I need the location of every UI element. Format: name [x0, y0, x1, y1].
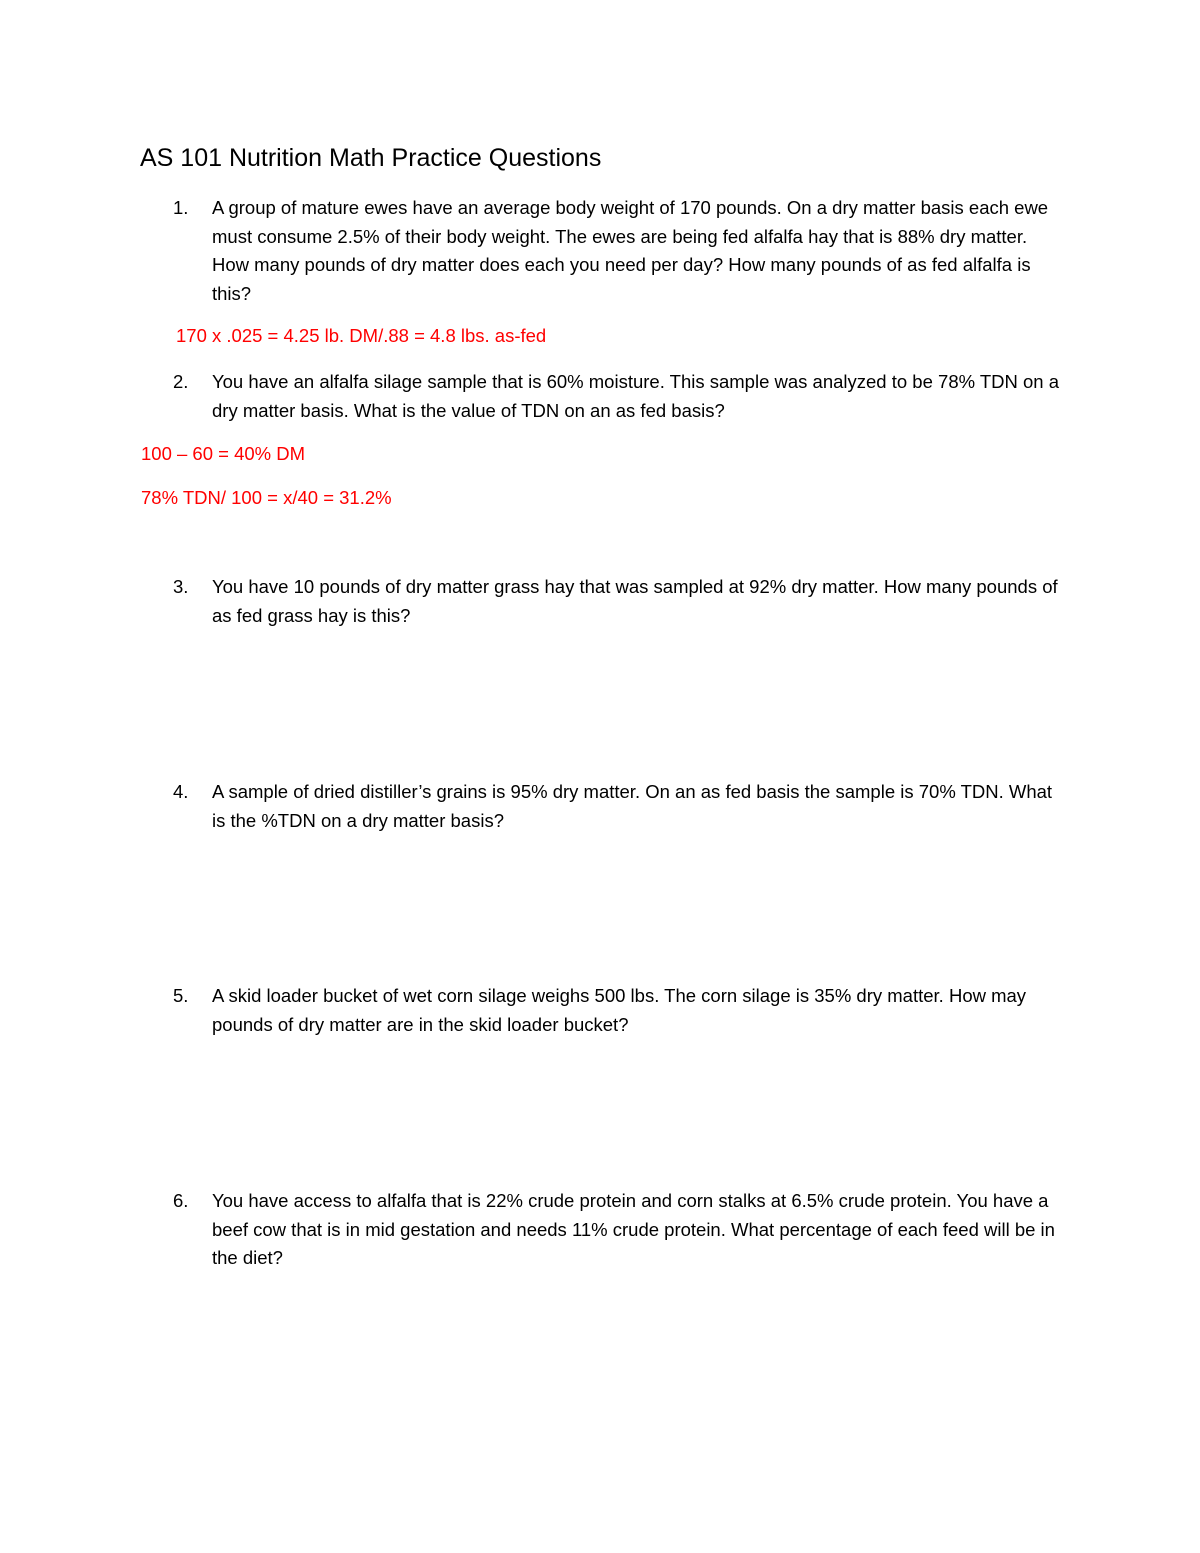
question-3 [173, 573, 1073, 630]
question-number: 4. [173, 781, 189, 802]
question-text: You have 10 pounds of dry matter grass hay that was sampled at 92% dry matter. How many pounds of as fed grass hay is this? [212, 576, 1058, 626]
answer-2-line-1: 100 – 60 = 40% DM [141, 443, 306, 464]
question-number: 6. [173, 1190, 189, 1211]
question-text: A group of mature ewes have an average body weight of 170 pounds. On a dry matter basis each ewe must consume 2.5% of their body weight. The ewes are being fed alfalfa hay that is 88% dry matter. How many pounds of dry matter does each you need per day? How many pounds of as fed alfalfa is this? [212, 197, 1049, 304]
question-1 [173, 194, 1073, 308]
question-number: 3. [173, 576, 189, 597]
answer-2-line-2: 78% TDN/ 100 = x/40 = 31.2% [141, 487, 392, 508]
question-5 [173, 982, 1073, 1039]
question-text: A sample of dried distiller’s grains is 95% dry matter. On an as fed basis the sample is 70% TDN. What is the %TDN on a dry matter basis? [212, 781, 1053, 831]
question-4 [173, 778, 1073, 835]
question-text: A skid loader bucket of wet corn silage weighs 500 lbs. The corn silage is 35% dry matter. How may pounds of dry matter are in the skid loader bucket? [212, 985, 1027, 1035]
question-6 [173, 1187, 1073, 1273]
question-number: 2. [173, 371, 189, 392]
question-2 [173, 368, 1073, 425]
question-text: You have an alfalfa silage sample that is 60% moisture. This sample was analyzed to be 78% TDN on a dry matter basis. What is the value of TDN on an as fed basis? [212, 371, 1060, 421]
answer-1-line-1: 170 x .025 = 4.25 lb. DM/.88 = 4.8 lbs. as-fed [176, 325, 547, 346]
question-number: 5. [173, 985, 189, 1006]
question-text: You have access to alfalfa that is 22% crude protein and corn stalks at 6.5% crude protein. You have a beef cow that is in mid gestation and needs 11% crude protein. What percentage of each feed will be in the diet? [212, 1190, 1055, 1268]
page-title: AS 101 Nutrition Math Practice Questions [140, 144, 602, 172]
question-number: 1. [173, 197, 189, 218]
